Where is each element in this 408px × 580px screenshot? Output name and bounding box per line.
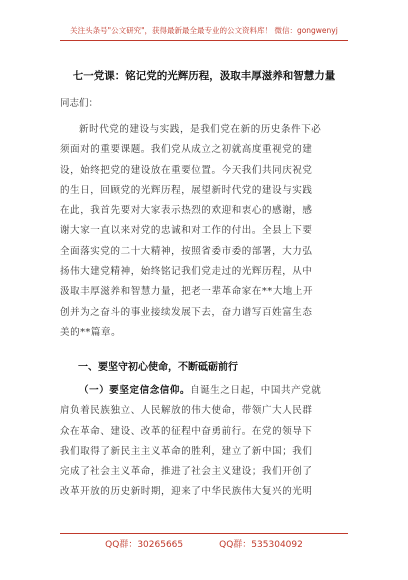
paragraph-line [60,381,352,401]
footer-qq-group-1: QQ群：30265665 [105,540,184,550]
subsection-heading: （一）要坚定信念信仰。 [79,385,191,396]
paragraph-line: 众在革命、建设、改革的征程中奋勇前行。在党的领导下 [60,425,313,437]
paragraph-line: 全面落实党的二十大精神，按照省委市委的部署，大力弘 [60,245,313,257]
paragraph-line: 汲取丰厚滋养和智慧力量，把老一辈革命家在**大地上开 [60,286,314,298]
paragraph-line: 我们取得了新民主主义革命的胜利，建立了新中国；我们 [60,445,313,457]
paragraph-line: 新时代党的建设与实践，是我们党在新的历史条件下必 [79,124,322,135]
footer-divider [60,533,348,534]
paragraph-1 [60,120,352,343]
header-divider [60,40,348,41]
paragraph-line: 完成了社会主义革命，推进了社会主义建设；我们开创了 [60,466,313,478]
section-heading: 一、要坚守初心使命，不断砥砺前行 [78,362,238,373]
paragraph-line: 肩负着民族独立、人民解放的伟大使命，带领广大人民群 [60,405,313,417]
paragraph-line: 须面对的重要课题。我们党从成立之初就高度重视党的建 [60,144,313,156]
paragraph-line: 的生日，回顾党的光辉历程，展望新时代党的建设与实践 [60,184,313,196]
footer [0,537,408,550]
paragraph-line: 美的**篇章。 [60,326,122,338]
header-banner: 关注头条号"公文研究"，获得最新最全最专业的公文资料库！ 微信：gongwenyj [70,26,338,35]
salutation: 同志们： [60,98,99,109]
paragraph-line: 扬伟大建党精神，始终铭记我们党走过的光辉历程，从中 [60,266,313,278]
paragraph-line: 改革开放的历史新时期，迎来了中华民族伟大复兴的光明 [60,486,313,498]
paragraph-line: 创并为之奋斗的事业接续发展下去，奋力谱写百姓富生态 [60,306,313,318]
paragraph-text: 自诞生之日起，中国共产党就 [190,385,322,396]
footer-qq-group-2: QQ群：535304092 [219,540,303,550]
paragraph-line: 设，始终把党的建设放在重要位置。今天我们共同庆祝党 [60,164,313,176]
paragraph-line: 谢大家一直以来对党的忠诚和对工作的付出。全县上下要 [60,225,313,237]
paragraph-2 [60,381,352,503]
document-title: 七一党课：铭记党的光辉历程，汲取丰厚滋养和智慧力量 [72,70,336,82]
paragraph-line: 在此，我首先要对大家表示热烈的欢迎和衷心的感谢，感 [60,205,313,217]
